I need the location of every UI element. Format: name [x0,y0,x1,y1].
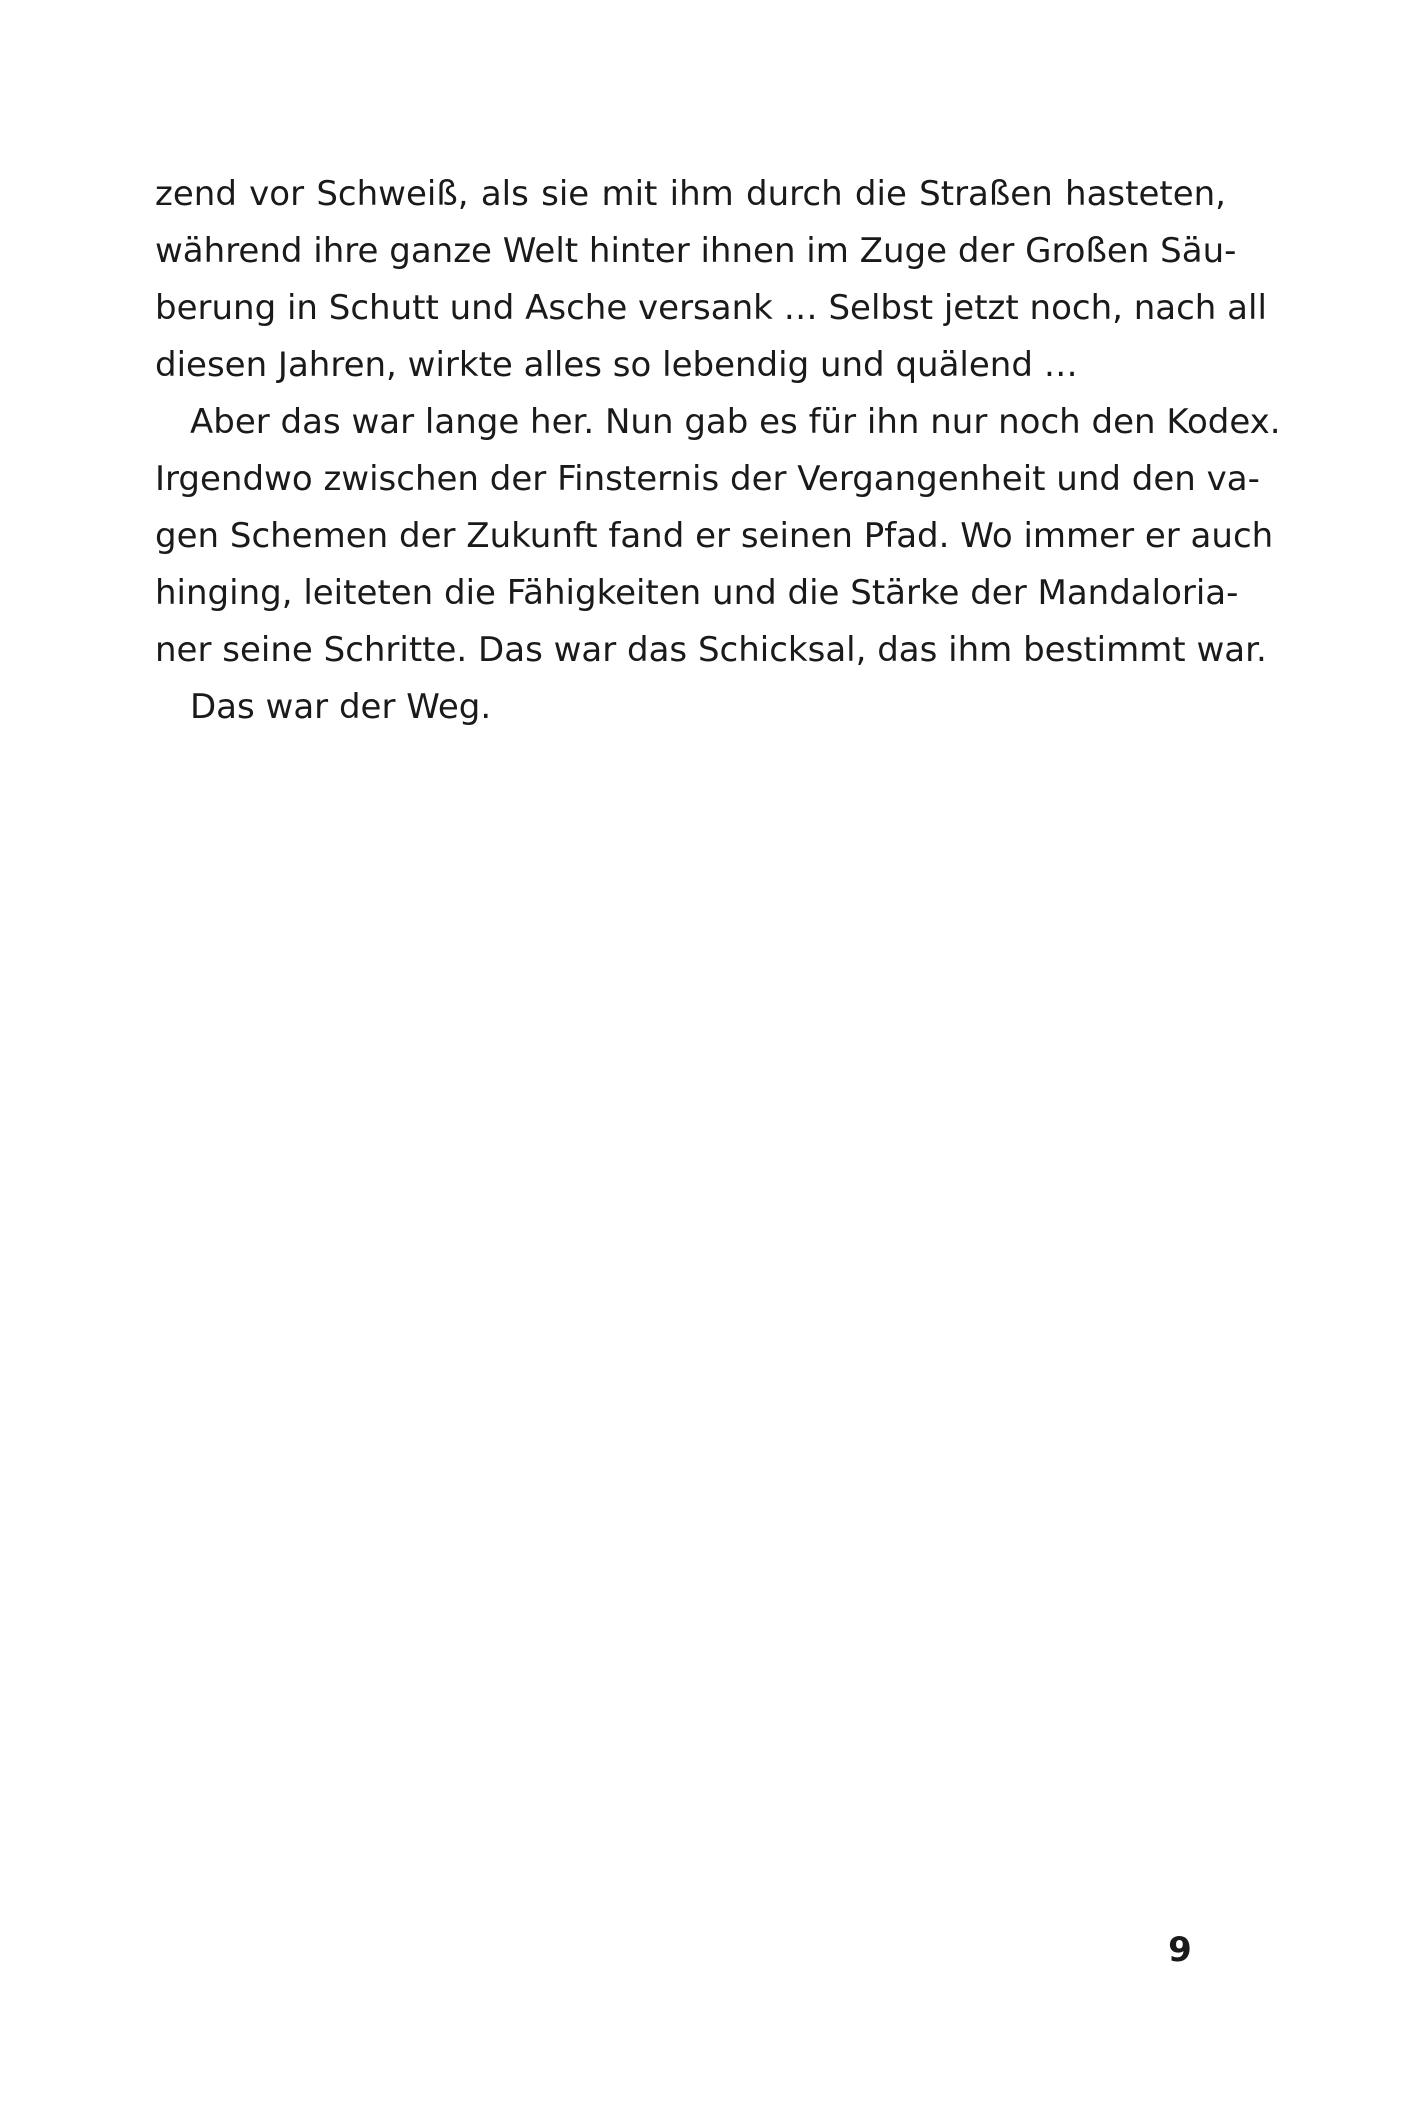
body-text [155,166,1281,736]
text-line: berung in Schutt und Asche versank … Selbst jetzt noch, nach all [155,288,1267,328]
text-line: Aber das war lange her. Nun gab es für ihn nur noch den Kodex. [190,402,1281,442]
text-line: ner seine Schritte. Das war das Schicksal, das ihm bestimmt war. [155,630,1267,670]
text-line: Das war der Weg. [190,687,492,727]
text-line: Irgendwo zwischen der Finsternis der Vergangenheit und den va- [155,459,1260,499]
text-line: während ihre ganze Welt hinter ihnen im Zuge der Großen Säu- [155,231,1237,271]
text-line: diesen Jahren, wirkte alles so lebendig und quälend … [155,345,1078,385]
text-line: zend vor Schweiß, als sie mit ihm durch die Straßen hasteten, [155,174,1226,214]
text-line: gen Schemen der Zukunft fand er seinen Pfad. Wo immer er auch [155,516,1274,556]
page-number: 9 [1168,1930,1192,1970]
text-line: hinging, leiteten die Fähigkeiten und die Stärke der Mandaloria- [155,573,1239,613]
